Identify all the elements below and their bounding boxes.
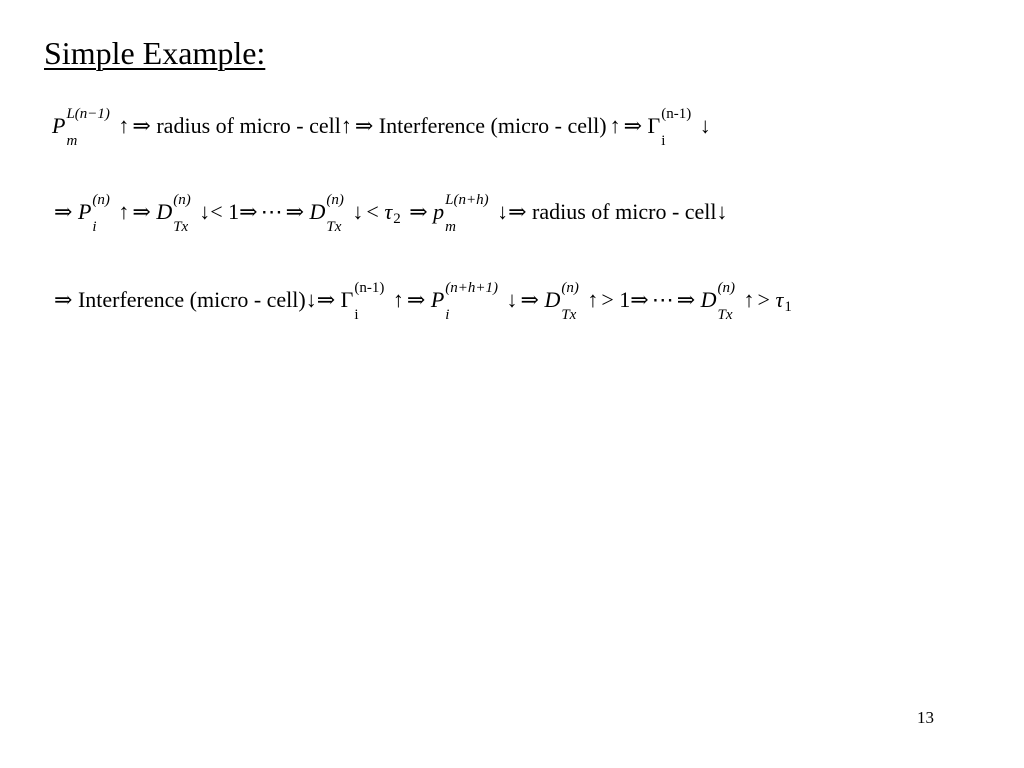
down-arrow-icon: ↓ xyxy=(699,113,711,139)
up-arrow-icon: ↑ xyxy=(118,113,130,139)
distance-indices xyxy=(326,192,344,235)
up-arrow-icon: ↑ xyxy=(609,113,621,139)
slide-title: Simple Example: xyxy=(44,35,266,71)
implies-icon: ⇒ xyxy=(520,287,539,313)
ellipsis-icon: ⋯ xyxy=(260,199,283,225)
greater-than-one: > 1 xyxy=(601,287,631,313)
gamma-indices xyxy=(354,280,385,323)
down-arrow-icon: ↓ xyxy=(497,199,509,225)
interference-text: Interference (micro - cell) xyxy=(378,113,607,139)
implies-icon: ⇒ xyxy=(409,199,428,225)
gamma-symbol: Γ xyxy=(340,287,354,313)
gamma-subscript: i xyxy=(661,133,666,149)
down-arrow-icon: ↓ xyxy=(716,199,728,225)
less-than-sign: < xyxy=(366,199,379,225)
gamma-subscript: i xyxy=(354,307,359,323)
radius-text: radius of micro - cell xyxy=(156,113,341,139)
ellipsis-icon: ⋯ xyxy=(651,287,674,313)
distance-symbol: D xyxy=(156,199,173,225)
micro-power-superscript: L(n+h) xyxy=(445,192,489,208)
power-symbol: P xyxy=(77,199,92,225)
implies-icon: ⇒ xyxy=(54,199,73,225)
implies-icon: ⇒ xyxy=(508,199,527,225)
gamma-superscript: (n-1) xyxy=(354,280,385,296)
implies-icon: ⇒ xyxy=(132,199,151,225)
implies-icon: ⇒ xyxy=(316,287,336,313)
distance-indices xyxy=(717,280,736,323)
distance-indices xyxy=(173,192,191,235)
down-arrow-icon: ↓ xyxy=(305,287,317,313)
distance-superscript: (n) xyxy=(326,192,344,208)
down-arrow-icon: ↓ xyxy=(352,199,364,225)
distance-indices xyxy=(561,280,579,323)
implies-icon: ⇒ xyxy=(676,287,696,313)
distance-subscript: Tx xyxy=(717,307,733,323)
distance-symbol: D xyxy=(544,287,561,313)
distance-subscript: Tx xyxy=(326,219,342,235)
distance-subscript: Tx xyxy=(561,307,577,323)
implies-icon: ⇒ xyxy=(132,113,151,139)
down-arrow-icon: ↓ xyxy=(199,199,211,225)
down-arrow-icon: ↓ xyxy=(506,287,518,313)
up-arrow-icon: ↑ xyxy=(340,113,352,139)
equation-line-3 xyxy=(54,280,795,323)
power-superscript: (n+h+1) xyxy=(445,280,499,296)
distance-superscript: (n) xyxy=(173,192,191,208)
micro-power-subscript: m xyxy=(445,219,456,235)
up-arrow-icon: ↑ xyxy=(392,287,404,313)
implies-icon: ⇒ xyxy=(239,199,258,225)
gamma-superscript: (n-1) xyxy=(661,106,692,122)
implies-icon: ⇒ xyxy=(54,287,73,313)
power-subscript: m xyxy=(66,133,78,149)
interference-text: Interference (micro - cell) xyxy=(77,287,306,313)
implies-icon: ⇒ xyxy=(406,287,426,313)
power-subscript: i xyxy=(445,307,450,323)
tau-subscript: 2 xyxy=(393,211,401,227)
implies-icon: ⇒ xyxy=(354,113,374,139)
micro-power-indices xyxy=(445,192,489,235)
tau-subscript: 1 xyxy=(784,299,792,315)
up-arrow-icon: ↑ xyxy=(587,287,599,313)
distance-subscript: Tx xyxy=(173,219,189,235)
implies-icon: ⇒ xyxy=(630,287,649,313)
gamma-indices xyxy=(661,106,692,149)
power-indices xyxy=(66,106,110,149)
power-superscript: L(n−1) xyxy=(66,106,110,122)
power-symbol: P xyxy=(52,113,66,139)
less-than-one: < 1 xyxy=(210,199,240,225)
implies-icon: ⇒ xyxy=(285,199,305,225)
distance-symbol: D xyxy=(309,199,326,225)
micro-power-symbol: p xyxy=(433,199,445,225)
radius-text: radius of micro - cell xyxy=(532,199,717,225)
equation-line-2 xyxy=(54,192,728,235)
power-superscript: (n) xyxy=(92,192,110,208)
page-number: 13 xyxy=(917,708,934,727)
up-arrow-icon: ↑ xyxy=(118,199,130,225)
power-indices xyxy=(445,280,499,323)
power-subscript: i xyxy=(92,219,97,235)
greater-than-sign: > xyxy=(757,287,770,313)
distance-superscript: (n) xyxy=(717,280,736,296)
tau-indices xyxy=(784,294,792,315)
implies-icon: ⇒ xyxy=(623,113,643,139)
power-indices xyxy=(92,192,110,235)
tau-symbol: τ xyxy=(775,287,784,313)
distance-superscript: (n) xyxy=(561,280,579,296)
power-symbol: P xyxy=(430,287,445,313)
up-arrow-icon: ↑ xyxy=(743,287,755,313)
equation-line-1 xyxy=(52,106,711,149)
gamma-symbol: Γ xyxy=(647,113,661,139)
tau-symbol: τ xyxy=(384,199,393,225)
distance-symbol: D xyxy=(700,287,717,313)
tau-indices xyxy=(393,206,401,227)
